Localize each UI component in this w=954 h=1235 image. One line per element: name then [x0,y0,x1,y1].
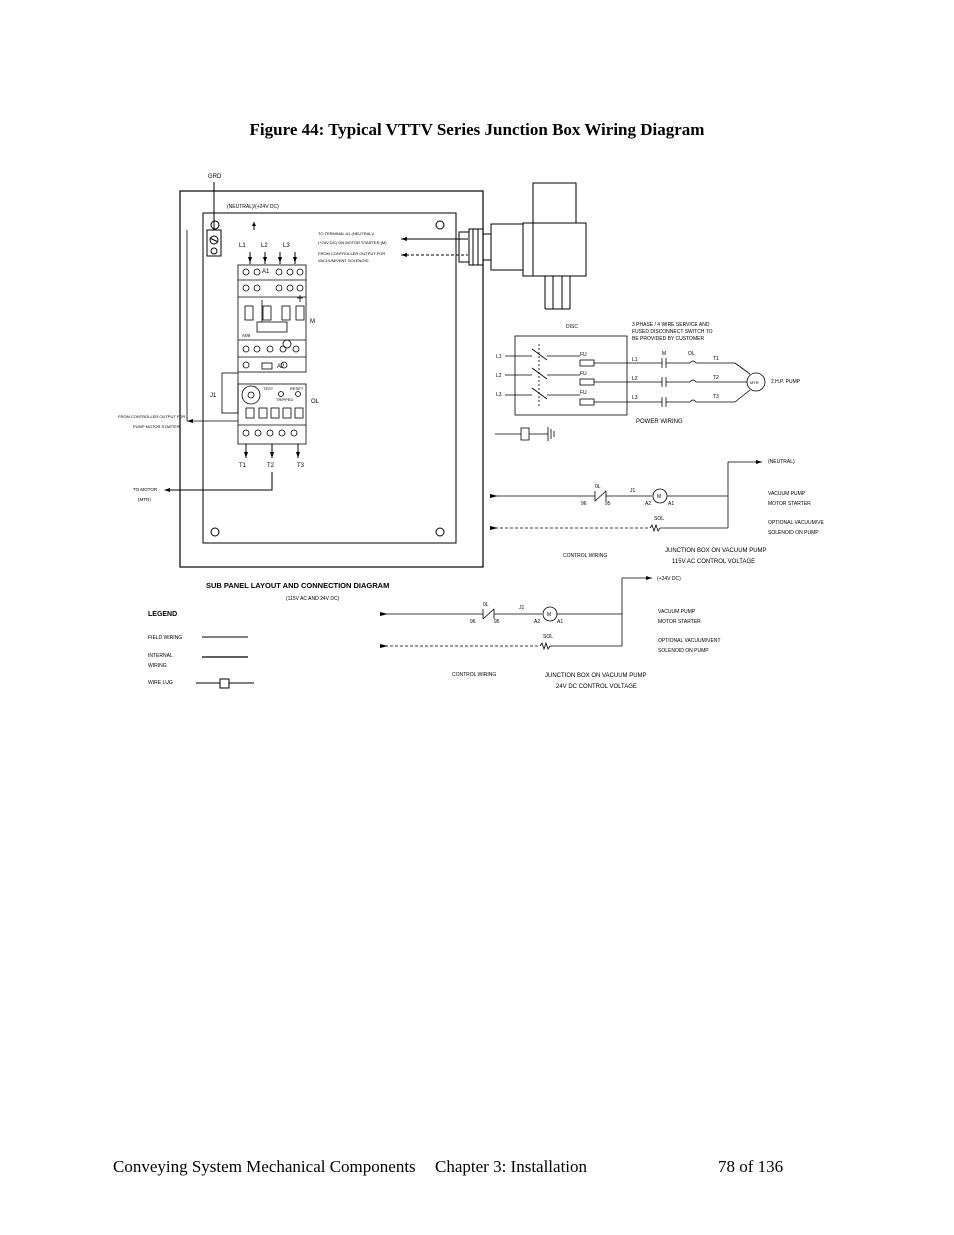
dc-a2: A2 [534,619,541,625]
enclosure [180,191,483,567]
legend-internal-2: WIRING [148,663,167,669]
dc-a1: A1 [557,619,564,625]
ol-label: OL [311,399,320,405]
mtr-label: MTR [750,380,759,385]
neutral-label: (NEUTRAL) [768,459,795,465]
sub-panel-subtitle: (115V AC AND 24V DC) [286,596,340,602]
to-terminal-1: TO TERMINAL A1 (NEUTRAL)/ [318,231,374,236]
from-ctrl-sol-1: FROM CONTROLLER OUTPUT FOR [318,251,386,256]
pw-l3-out: L3 [632,395,638,401]
motor-starter-contactor [238,265,306,372]
pw-m-label: M [662,351,667,357]
legend-internal-1: INTERNAL [148,653,173,659]
ac-starter-2: MOTOR STARTER [768,501,811,507]
ac-j1: J1 [630,488,636,494]
neutral-24v-label: (NEUTRAL)/(+24V DC) [227,204,279,210]
fu-2: FU [580,371,587,377]
sub-panel-title: SUB PANEL LAYOUT AND CONNECTION DIAGRAM [206,581,390,590]
from-ctrl-pump-1: FROM CONTROLLER OUTPUT FOR [118,414,186,419]
ac-ol-label: 0L [595,484,601,490]
pw-t2: T2 [713,375,719,381]
a1-label: A1 [262,269,270,275]
from-ctrl-pump-2: PUMP MOTOR STARTER [133,424,180,429]
dc-ol-label: 0L [483,602,489,608]
a2-label: A2 [277,364,285,370]
l2-label: L2 [261,243,268,249]
fu-3: FU [580,390,587,396]
t1-panel-label: T1 [239,463,247,469]
ac-sol: SOL [654,516,665,522]
pw-t1: T1 [713,356,719,362]
t2-panel-label: T2 [267,463,275,469]
l3-label: L3 [283,243,290,249]
pump-2hp-label: 2 H.P. PUMP [771,379,801,385]
dc-opt-sol-1: OPTIONAL VACUUM/VENT [658,638,721,644]
pw-l3: L3 [496,392,502,398]
jb-dc-1: JUNCTION BOX ON VACUUM PUMP [545,673,647,679]
from-ctrl-sol-2: VACUUM/VENT SOLENOID [318,258,369,263]
dc-j1: J1 [519,605,525,611]
footer-chapter: Chapter 3: Installation [435,1157,588,1176]
legend-wire-lug: WIRE LUG [148,680,173,686]
plus24-label: (+24V DC) [657,576,681,582]
pw-l1-out: L1 [632,357,638,363]
jb-ac-1: JUNCTION BOX ON VACUUM PUMP [665,548,767,554]
to-motor-label: TO MOTOR [133,487,158,492]
mtr-paren-label: (MTR) [138,497,151,502]
power-wiring [495,336,765,441]
j1-panel-label: J1 [210,393,217,399]
reset-label: RESET [290,386,304,391]
legend-title: LEGEND [148,611,178,618]
service-3: BE PROVIDED BY CUSTOMER [632,336,705,342]
ac-opt-sol-2: SOLENOID ON PUMP [768,530,819,536]
dc-starter-1: VACUUM PUMP [658,609,696,615]
a09-label: A09 [242,333,251,338]
grd-label: GRD [208,174,222,180]
pw-l2-out: L2 [632,376,638,382]
dc-m: M [547,612,552,618]
ac-95: 95 [605,501,611,507]
dc-starter-2: MOTOR STARTER [658,619,701,625]
pw-l2: L2 [496,373,502,379]
jb-ac-2: 115V AC CONTROL VOLTAGE [672,559,756,565]
ac-a2: A2 [645,501,652,507]
tripped-label: TRIPPED [276,397,294,402]
dc-sol: SOL [543,634,554,640]
pw-l1: L1 [496,354,502,360]
power-wiring-label: POWER WIRING [636,419,683,425]
ac-m: M [657,494,662,500]
t3-panel-label: T3 [297,463,305,469]
ac-96: 96 [581,501,587,507]
overload-relay [222,373,306,444]
footer-page-number: 78 of 136 [718,1157,784,1176]
m-label: M [310,319,315,325]
solenoid-valve [459,183,586,309]
to-terminal-2: (+24V DC) ON MOTOR STARTER (M) [318,240,387,245]
footer-book-title: Conveying System Mechanical Components [113,1157,416,1176]
ac-starter-1: VACUUM PUMP [768,491,806,497]
service-1: 3 PHASE / 4 WIRE SERVICE AND [632,322,710,328]
control-wiring-ac [490,460,762,531]
disc-label: DISC [566,324,578,330]
ground-lug [207,182,221,256]
pw-t3: T3 [713,394,719,400]
dc-opt-sol-2: SOLENOID ON PUMP [658,648,709,654]
ac-opt-sol-1: OPTIONAL VACUUM/VE [768,520,824,526]
pw-ol-label: OL [688,351,695,357]
legend [196,637,254,688]
jb-dc-2: 24V DC CONTROL VOLTAGE [556,684,637,690]
dc-control-wiring: CONTROL WIRING [452,672,497,678]
dc-95: 95 [494,619,500,625]
ac-control-wiring: CONTROL WIRING [563,553,608,559]
dc-96: 96 [470,619,476,625]
legend-field-wiring: FIELD WIRING [148,635,183,641]
l1-label: L1 [239,243,246,249]
service-2: FUSED DISCONNECT SWITCH TO [632,329,713,335]
figure-title: Figure 44: Typical VTTV Series Junction Box Wiring Diagram [249,120,705,139]
fu-1: FU [580,352,587,358]
test-label: TEST [263,386,274,391]
control-wiring-dc [380,576,652,649]
ac-a1: A1 [668,501,675,507]
